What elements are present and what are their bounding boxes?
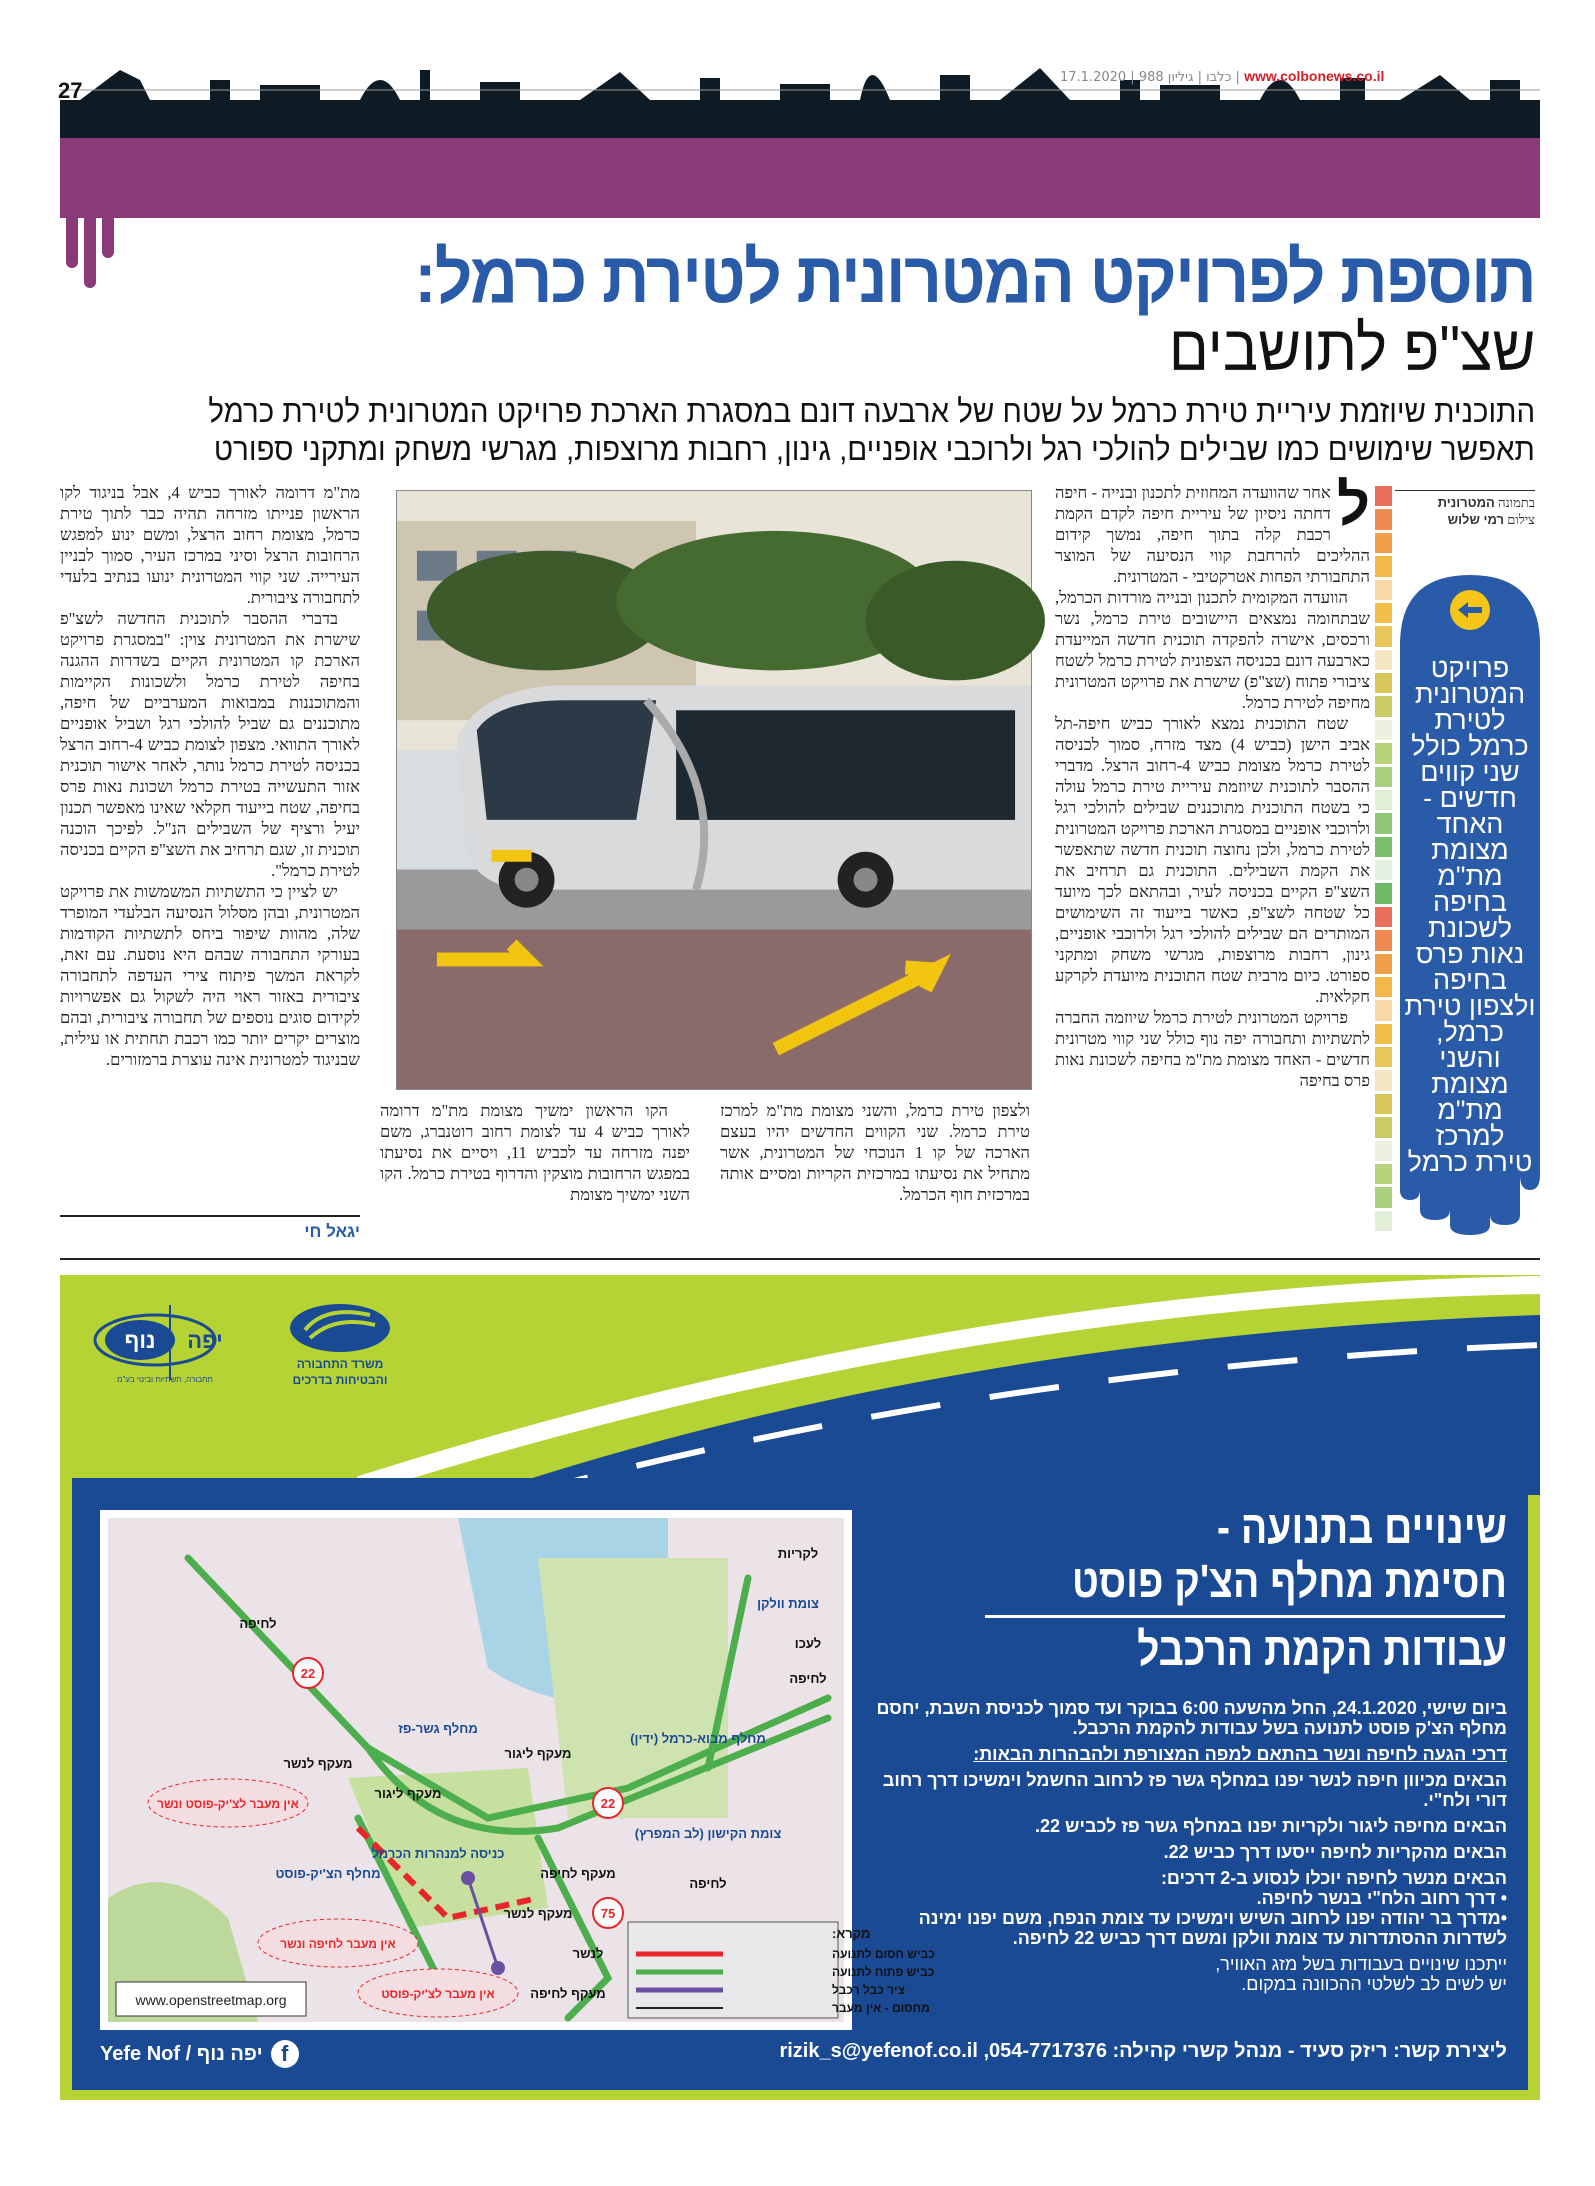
strip-segment <box>1375 790 1392 810</box>
strip-segment <box>1375 650 1392 670</box>
map-label: מעקף ליגור <box>504 1746 572 1761</box>
dateline: www.colbonews.co.il | כלבו | גיליון 988 | 17.1.2020 <box>1060 68 1385 85</box>
strip-segment <box>1375 743 1392 763</box>
strip-segment <box>1375 767 1392 787</box>
ad-subtitle: עבודות הקמת הרכבל <box>1137 1623 1507 1675</box>
map-label: מעקף ליגור <box>374 1786 442 1801</box>
no-passage-label: אין מעבר לצ'יק-פוסט ונשר <box>157 1797 299 1811</box>
strip-segment <box>1375 673 1392 693</box>
issue-number: גיליון 988 <box>1138 70 1194 85</box>
strip-segment <box>1375 1187 1392 1207</box>
drop-cap: ל <box>1336 472 1370 537</box>
detour-map <box>100 1510 935 2030</box>
paragraph: פרויקט המטרונית לטירת כרמל שיוזמה החברה לתשתיות ותחבורה יפה נוף כולל שני קווי מטרונית חדשים - האחד מצומת מת"מ בחיפה לשכונת נאות פרס בחיפה <box>1055 1008 1370 1090</box>
map-label: לקריות <box>777 1546 819 1561</box>
photographer: רמי שלוש <box>1447 512 1504 527</box>
ad-title-line: חסימת מחלף הצ'ק פוסט <box>1071 1555 1507 1607</box>
contact-info: ליצירת קשר: ריזק סעיד - מנהל קשרי קהילה: 054-7717376, rizik_s@yefenof.co.il <box>779 2040 1507 2062</box>
map-label: לעכו <box>794 1636 822 1651</box>
svg-text:יפה: יפה <box>187 1328 223 1353</box>
byline-rule <box>60 1215 360 1217</box>
issue-date: 17.1.2020 <box>1060 70 1127 85</box>
strip-segment <box>1375 1211 1392 1231</box>
legend-title: מקרא: <box>832 1926 871 1941</box>
paragraph: יש לציין כי התשתיות המשמשות את פרויקט המטרונית, ובהן מסלול הנסיעה הבלעדי המופרד שלה, מהוות שיפור ביחס לתשתיות הקודמות בעורקי התחבורה שבהם היא נוסעת. עם זאת, לקראת המשך פיתוח צירי העדפה לתחבורה ציבורית באזור ראוי היה לשקול גם אפשרויות לקידום סוגים נוספים של תחבורה ציבורית, ובהם מוצרים יקרים יותר כמו רכבת תחתית או עילית, שבניגוד למטרונית אינה עוצרת ברמזורים. <box>60 882 360 1069</box>
section-divider <box>60 1258 1540 1260</box>
no-passage-label: אין מעבר לחיפה ונשר <box>280 1937 396 1951</box>
caption-subject: המטרונית <box>1437 495 1495 510</box>
road-number: 75 <box>600 1906 616 1921</box>
map-credit: www.openstreetmap.org <box>135 1992 287 2008</box>
map-label: צומת הקישון (לב המפרץ) <box>634 1826 782 1841</box>
section-band <box>60 138 1540 218</box>
road-number: 22 <box>600 1796 616 1811</box>
strip-segment <box>1375 626 1392 646</box>
strip-segment <box>1375 813 1392 833</box>
ad-title-line: שינויים בתנועה - <box>1216 1501 1507 1553</box>
page-number: 27 <box>58 78 83 103</box>
article-column-1 <box>1055 472 1371 1091</box>
routes-heading: דרכי הגעה לחיפה ונשר בהתאם למפה המצורפת ולהבהרות הבאות: <box>973 1744 1507 1764</box>
svg-text:והבטיחות בדרכים: והבטיחות בדרכים <box>292 1373 388 1387</box>
strip-segment <box>1375 720 1392 740</box>
strip-segment <box>1375 1000 1392 1020</box>
paragraph: אחר שהוועדה המחוזית לתכנון ובנייה - חיפה דחתה ניסיון של עיריית חיפה לקדם הקמת רכבת קלה בתוך חיפה, נמשך קידום ההליכים להרחבת קווי הנסיעה של המוצר התחבורתי הפחות אטרקטיבי - המטרונית. <box>1055 483 1370 586</box>
strip-segment <box>1375 907 1392 927</box>
svg-text:משרד התחבורה: משרד התחבורה <box>296 1357 384 1371</box>
map-label: מחלף הצ'יק-פוסט <box>275 1866 381 1881</box>
map-label: לחיפה <box>789 1671 827 1686</box>
caption-prefix: בתמונה <box>1498 495 1535 510</box>
legend-label: כביש חסום לתנועה <box>832 1947 935 1961</box>
site-url[interactable]: www.colbonews.co.il <box>1244 68 1385 84</box>
article-column-2b <box>380 1100 690 1205</box>
strip-segment <box>1375 860 1392 880</box>
nesher-option: • דרך רחוב הלח"י בנשר לחיפה. <box>1256 1888 1507 1908</box>
paint-drips-decoration <box>60 138 130 288</box>
nesher-option: •מדרך בר יהודה יפנו לרחוב השיש וימשיכו עד צומת הנפח, משם יפנו ימינה לשדרות ההסתדרות עד צומת וולקן ומשם דרך כביש 22 לחיפה. <box>918 1908 1507 1948</box>
map-label: מעקף לחיפה <box>530 1986 606 2001</box>
nesher-heading: הבאים מנשר לחיפה יוכלו לנסוע ב-2 דרכים: <box>1160 1868 1507 1888</box>
strip-segment <box>1375 1070 1392 1090</box>
strip-segment <box>1375 696 1392 716</box>
map-label: לחיפה <box>239 1616 277 1631</box>
no-passage-label: אין מעבר לצ'יק-פוסט <box>381 1987 495 2001</box>
map-label: מחלף גשר-פז <box>398 1721 478 1736</box>
svg-text:נוף: נוף <box>124 1328 156 1353</box>
photo-caption <box>1395 490 1535 528</box>
credit-label: צילום <box>1507 512 1535 527</box>
byline: יגאל חי <box>304 1222 360 1241</box>
strip-segment <box>1375 580 1392 600</box>
strip-segment <box>1375 486 1392 506</box>
article-column-2a <box>720 1100 1030 1205</box>
strip-segment <box>1375 883 1392 903</box>
route-item: הבאים מהקריות לחיפה ייסעו דרך כביש 22. <box>1163 1842 1507 1862</box>
map-label: מעקף לחיפה <box>540 1866 616 1881</box>
article-deck <box>55 392 1535 468</box>
facebook-page-name[interactable]: Yefe Nof / יפה נוף <box>100 2042 263 2065</box>
ad-note: ייתכנו שינויים בעבודות בשל מזג האוויר, <box>1215 1954 1507 1974</box>
map-label: מחלף מבוא-כרמל (ידין) <box>630 1731 766 1746</box>
route-item: הבאים מחיפה ליגור ולקריות יפנו במחלף גשר פז לכביש 22. <box>1035 1816 1507 1836</box>
ministry-of-transport-logo <box>280 1300 400 1390</box>
strip-segment <box>1375 509 1392 529</box>
map-label: כניסה למנהרות הכרמל <box>371 1846 505 1861</box>
map-label: מעקף לנשר <box>283 1756 353 1771</box>
map-label: לנשר <box>572 1946 604 1961</box>
strip-segment <box>1375 1117 1392 1137</box>
strip-segment <box>1375 1164 1392 1184</box>
ad-note: יש לשים לב לשלטי ההכוונה במקום. <box>1241 1974 1507 1994</box>
legend-label: מחסום - אין מעבר <box>832 2001 930 2015</box>
sidebar-text: פרויקט המטרונית לטירת כרמל כולל שני קווים חדשים - האחד מצומת מת"מ בחיפה לשכונת נאות פרס בחיפה ולצפון טירת כרמל, והשני מצומת מת"מ למרכז טירת כרמל <box>1404 653 1536 1177</box>
color-gradient-strip <box>1375 486 1392 1231</box>
strip-segment <box>1375 1141 1392 1161</box>
subheadline: שצ"פ לתושבים <box>1168 312 1535 384</box>
strip-segment <box>1375 1024 1392 1044</box>
deck-line: תאפשר שימושים כמו שבילים להולכי רגל ולרוכבי אופניים, גינון, רחבות מרוצפות, מגרשי משחק ומתקני ספורט <box>214 431 1535 467</box>
paragraph: הקו הראשון ימשיך מצומת מת"מ דרומה לאורך כביש 4 עד לצומת רחוב רוטנברג, משם יפנה מזרחה עד לכביש 11, ויסיים את נסיעתו במפגש הרחובות מוצקין והדרוף בטירת כרמל. הקו השני ימשיך מצומת <box>380 1101 691 1204</box>
paragraph: בדברי ההסבר לתוכנית החדשה לשצ"פ שישרת את המטרונית צוין: "במסגרת פרויקט הארכת קו המטרונית הקיים בשדרות ההגנה בחיפה לטירת כרמל ולשכונות הקיימות והמתוכננות במבואות המערביים של חיפה, מתוכננים גם שביל להולכי רגל ושביל אופניים לאורך התוואי. מצפון לצומת כביש 4-רחוב הרצל בכניסה לטירת כרמל נותר, לאחר אישור תוכנית אזור התעשייה בטירת כרמל ושכונת נאות פרס בחיפה, שטח בייעוד חקלאי שאינו מאפשר תכנון יעיל ורציף של השבילים הנ"ל. לפיכך הוכנה תוכנית זו, שגם תרחיב את השצ"פ הקיים בכניסה לטירת כרמל". <box>60 609 360 880</box>
yefe-nof-logo <box>85 1300 245 1390</box>
strip-segment <box>1375 1094 1392 1114</box>
ad-title-rule <box>985 1615 1505 1618</box>
strip-segment <box>1375 603 1392 623</box>
strip-segment <box>1375 954 1392 974</box>
road-number: 22 <box>300 1666 316 1681</box>
ad-intro: ביום שישי, 24.1.2020, החל מהשעה 6:00 בבוקר ועד סמוך לכניסת השבת, יחסם מחלף הצ'ק פוסט לתנועה בשל עבודות להקמת הרכבל. <box>876 1698 1507 1738</box>
ad-title <box>857 1500 1507 1676</box>
metronit-bus-photo <box>396 490 1032 1090</box>
map-label: מעקף לנשר <box>503 1906 573 1921</box>
paper-name: כלבו <box>1206 70 1232 85</box>
map-label: צומת וולקן <box>757 1596 819 1611</box>
facebook-icon[interactable]: f <box>271 2040 299 2068</box>
map-canvas <box>108 1518 935 2022</box>
paragraph: ולצפון טירת כרמל, והשני מצומת מת"מ למרכז טירת כרמל. שני הקווים החדשים יהיו בעצם הארכה של קו 1 הנוכחי של המטרונית, אשר מתחיל את נסיעתו במרכזית הקריות ומסיים אותה במרכזית חוף הכרמל. <box>720 1101 1030 1204</box>
route-item: הבאים מכיוון חיפה לנשר יפנו במחלף גשר פז לרחוב החשמל וימשיכו דרך רחוב דורי ולח"י. <box>882 1770 1507 1810</box>
headline: תוספת לפרויקט המטרונית לטירת כרמל: <box>414 238 1535 318</box>
legend-label: כביש פתוח לתנועה <box>832 1965 935 1979</box>
ad-body <box>867 1698 1507 1994</box>
strip-segment <box>1375 837 1392 857</box>
strip-segment <box>1375 556 1392 576</box>
map-label: לחיפה <box>689 1876 727 1891</box>
paragraph: הוועדה המקומית לתכנון ובנייה מורדות הכרמל, שבתחומה נמצאים היישובים טירת כרמל, נשר ורכסים, אישרה להפקדה תוכנית חדשה המייעדת כארבעה דונם בכניסה הצפונית לטירת כרמל לשטח ציבורי פתוח (שצ"פ) שישרת את פרויקט המטרונית מחיפה לטירת כרמל. <box>1055 588 1370 712</box>
svg-text:תחבורה, תשתיות ובינוי בע"מ: תחבורה, תשתיות ובינוי בע"מ <box>117 1375 213 1384</box>
legend-label: ציר כבל רכבל <box>832 1983 905 1997</box>
strip-segment <box>1375 977 1392 997</box>
strip-segment <box>1375 1047 1392 1067</box>
article-column-3 <box>60 482 360 1070</box>
paragraph: מת"מ דרומה לאורך כביש 4, אבל בניגוד לקו הראשון פנייתו מזרחה תהיה כבר לתוך טירת כרמל, מצומת רחוב הרצל, ומשם ינוע למפגש הרחובות הרצל וסיני במרכז העיר, סמוך לבניין העירייה. שני קווי המטרונית ינועו בנתיב בלעדי לתחבורה ציבורית. <box>60 483 360 607</box>
strip-segment <box>1375 930 1392 950</box>
strip-segment <box>1375 533 1392 553</box>
facebook-link[interactable] <box>100 2040 299 2068</box>
paragraph: שטח התוכנית נמצא לאורך כביש חיפה-תל אביב הישן (כביש 4) מצד מזרח, סמוך לכניסה לטירת כרמל מצומת כביש 4-רחוב הרצל. מדברי ההסבר לתוכנית שיוזמת עיריית טירת כרמל עולה כי בשטח התוכנית מתוכננים שבילים להולכי רגל ולרוכבי אופניים במסגרת הארכת פרויקט המטרונית לטירת כרמל, ולכן נחוצה תוכנית חדשה שתאפשר את הקמת השבילים. התוכנית גם תרחיב את השצ"פ הקיים בכניסה לעיר, ובהתאם לכך מיועד כל שטחה לשצ"פ, כאשר בייעוד זה השימושים המותרים הם שבילים להולכי רגל ולרוכבי אופניים, גינון, רחבות מרוצפות, מגרשי משחק ומתקני ספורט. כיום מרבית שטח התוכנית מיועדת לקרקע חקלאית. <box>1055 714 1371 1006</box>
deck-line: התוכנית שיוזמת עיריית טירת כרמל על שטח של ארבעה דונם במסגרת הארכת פרויקט המטרונית לטירת כרמל <box>208 393 1535 429</box>
